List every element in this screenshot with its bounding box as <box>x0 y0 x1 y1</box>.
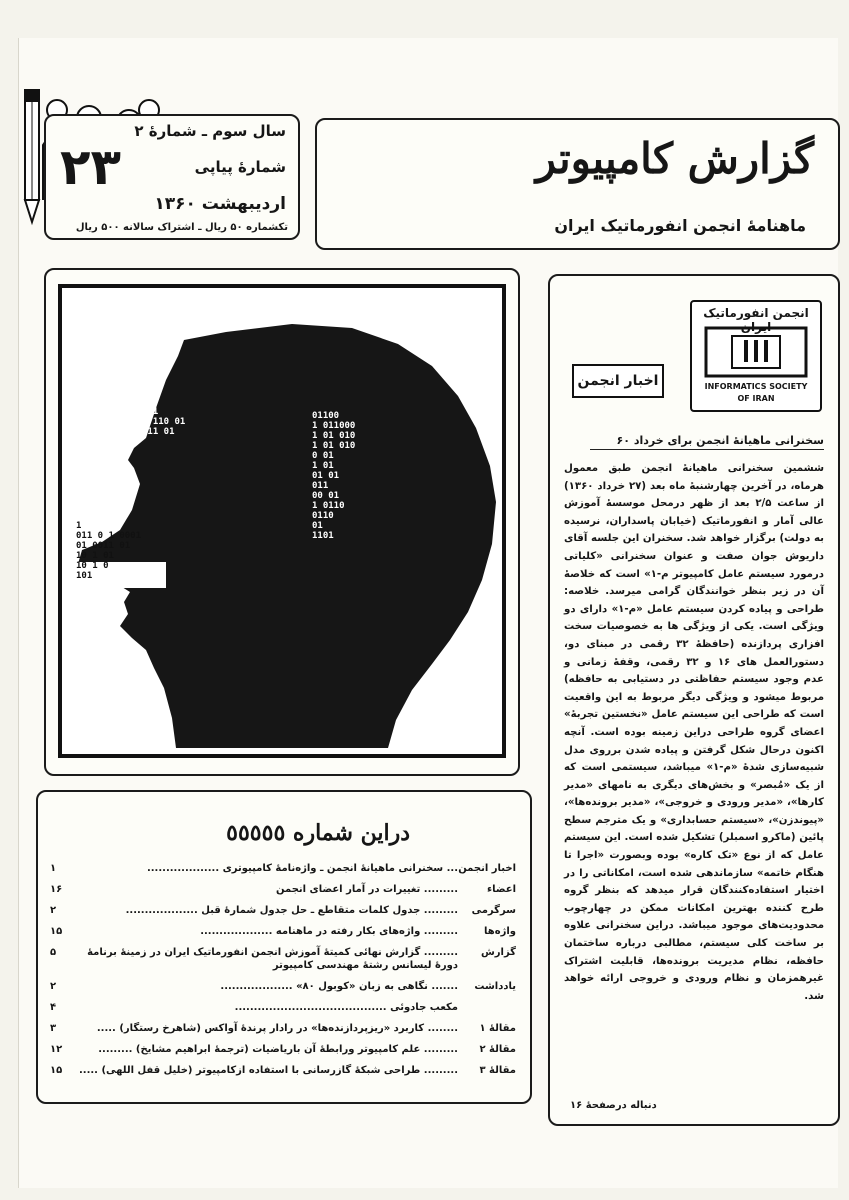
binary-digits-line: 1 0110 <box>312 501 345 511</box>
contents-item-title: ......... علم کامپیوتر ورابطهٔ آن باریاضیات (ترجمهٔ ابراهیم مشایخ) ......... <box>98 1044 458 1055</box>
binary-digits-line: 01 01 <box>312 471 340 481</box>
binary-digits-line: 1 110 01 <box>142 417 186 427</box>
contents-item-title: ......... واژه‌های بکار رفته در ماهنامه ................... <box>200 926 458 937</box>
lecture-headline: سخنرانی ماهیانهٔ انجمن برای خرداد ۶۰ <box>590 434 824 450</box>
cover-illustration-frame <box>58 284 506 758</box>
contents-item-page: ۲ <box>50 905 57 916</box>
binary-digits-line: 0 01 <box>312 451 334 461</box>
contents-item <box>50 883 516 896</box>
contents-item-section: مقالهٔ ۲ <box>479 1044 516 1055</box>
contents-item-title: ......... تغییرات در آمار اعضای انجمن <box>275 884 458 895</box>
contents-list <box>50 862 516 1085</box>
binary-digits-line: 111 01 <box>142 427 175 437</box>
issue-serial-number: ۲۳ <box>60 138 122 196</box>
binary-digits-line: 001 <box>142 407 159 417</box>
contents-item-section: گزارش <box>480 947 516 958</box>
society-news-column <box>548 274 840 1126</box>
contents-item-page: ۱ <box>50 863 57 874</box>
contents-item-section: سرگرمی <box>471 905 516 916</box>
binary-head-silhouette <box>62 288 502 754</box>
contents-item-title: ....... نگاهی به زبان «کوبول ۸۰» ................... <box>220 981 458 992</box>
masthead <box>315 118 840 250</box>
contents-item-page: ۱۶ <box>50 884 63 895</box>
binary-digits-line: 0110 <box>312 511 334 521</box>
binary-digits-line: 01100 <box>312 411 340 421</box>
contents-item-section: یادداشت <box>474 981 516 992</box>
society-logo <box>690 300 822 412</box>
society-logo-name-en: INFORMATICS SOCIETY <box>704 382 808 391</box>
binary-digits-line: 00 01 <box>312 491 340 501</box>
contents-item <box>50 925 516 938</box>
continued-note: دنباله درصفحهٔ ۱۶ <box>570 1100 657 1111</box>
binary-digits-line: 1 01 010 <box>312 431 356 441</box>
issue-date: اردیبهشت ۱۳۶۰ <box>154 194 286 214</box>
contents-item-page: ۵ <box>50 947 57 958</box>
binary-digits-line: 1101 <box>312 531 334 541</box>
contents-item-title: ... سخنرانی ماهیانهٔ انجمن ـ واژه‌نامهٔ کامپیوتری ................... <box>146 863 458 874</box>
contents-item-section: واژه‌ها <box>484 926 516 937</box>
contents-item-title: ......... گزارش نهائی کمیتهٔ آموزش انجمن انفورماتیک ایران در زمینهٔ برنامهٔ دورهٔ لیسانس رشتهٔ مهندسی کامپیوتر <box>87 947 458 971</box>
binary-digits-line: 011 <box>312 481 329 491</box>
contents-item <box>50 1043 516 1056</box>
binary-digits-line: 10 1 0 <box>76 561 109 571</box>
contents-item-page: ۱۵ <box>50 926 63 937</box>
contents-item-page: ۱۲ <box>50 1044 63 1055</box>
contents-item <box>50 946 516 972</box>
contents-item-section: مقالهٔ ۳ <box>479 1065 516 1076</box>
issue-serial-label: شمارهٔ پیاپی <box>194 158 286 176</box>
binary-digits-line: 101 <box>76 571 93 581</box>
contents-item <box>50 1064 516 1077</box>
contents-item-page: ۲ <box>50 981 57 992</box>
society-logo-name-fa: انجمن انفورماتیک ایران <box>703 306 809 334</box>
binary-digits-line: 1 011000 <box>312 421 356 431</box>
contents-item <box>50 1001 516 1014</box>
contents-item-title: ........ کاربرد «ریزپردازنده‌ها» در رادار پرندهٔ آواکس (شاهرخ رستگار) ..... <box>96 1023 458 1034</box>
contents-item-title: ......... طراحی شبکهٔ گازرسانی با استفاده ازکامپیوتر (خلیل قفل اللهی) ..... <box>78 1065 458 1076</box>
news-article-body: ششمین سخنرانی ماهیانهٔ انجمن طبق معمول هرماه، در آخرین چهارشنبهٔ ماه بعد (۲۷ خرداد ۱۳۶۰) از ساعت ۲/۵ بعد از ظهر درمحل موسسهٔ آموزش عالی آمار و انفورماتیک (خیابان پاسداران، نرسیده به دولت) برگزار خواهد شد. سخنران این جلسه آقای داریوش جوان صفت و عنوان سخنرانی «کلیاتی درمورد سیستم عامل کامپیوتر م-۱» است که خلاصهٔ آن در زیر بنظر خوانندگان گرامی میرسد. خلاصه: طراحی و پیاده کردن سیستم عامل «م-۱» دارای دو ویژگی است. یکی از ویژگی ها به خصوصیات سخت افزاری پردازنده (حافظهٔ ۳۲ رقمی در مبنای دو، دستورالعمل های ۱۶ و ۳۲ رقمی، وقفهٔ زمانی و عدم وجود سیستم حفاظتی در دستیابی به حافظه) مربوط میشود و ویژگی دیگر مربوط به این واقعیت است که طراحی این سیستم عامل «نخستین تجربهٔ» اعضای گروه طراحی دراین زمینه بوده است. آنچه اکنون درحال شکل گرفتن و پیاده شدن برروی مدل شبیه‌سازی شدهٔ «م-۱» میباشد، سیستمی است که از یک «مُبصر» و بخش‌های دیگری به نامهای «مدیر کارها»، «مدیر ورودی و خروجی»، «مدیر برونده‌ها»، «پیوندزن»، «سیستم حسابداری» و یک مترجم سطح پائین (ماکرو اسمبلر) تشکیل شده است. این سیستم عامل که از نوع «تک کاره» بوده وبصورت «اجرا تا هنگام خاتمه» سازماندهی شده است، امکاناتی را در اختیار استفاده‌کنندگان قرار میدهد که بنظر گروه طرح کننده بهترین امکانات ممکن در چهارچوب محدودیت‌های موجود میباشد. دراین سخنرانی علاوه بر ساخت کلی سیستم، مطالبی درباره ساختمان حافظه، نظام مدیریت برونده‌ها، قابلیت اشتراک غیرهمزمان و نظام ورودی و خروجی ارائه خواهد شد. <box>564 463 825 1002</box>
issue-year-line: سال سوم ـ شمارهٔ ۲ <box>134 122 286 140</box>
contents-item <box>50 904 516 917</box>
binary-digits-line: 011 0 1 0001 <box>76 531 142 541</box>
contents-heading: دراین شماره ٥٥٥٥٥ <box>226 820 410 846</box>
news-section-label: اخبار انجمن <box>572 364 664 398</box>
binary-digits-line: 01 <box>312 521 323 531</box>
contents-item-section: اعضاء <box>487 884 516 895</box>
binary-digits-line: 01 0011 01 <box>76 541 131 551</box>
table-of-contents <box>36 790 532 1104</box>
binary-digits-line: 1 01 010 <box>312 441 356 451</box>
masthead-subtitle: ماهنامهٔ انجمن انفورماتیک ایران <box>554 216 806 235</box>
masthead-title: گزارش کامپیوتر <box>535 134 814 183</box>
issue-price: تکشماره ۵۰ ریال ـ اشتراک سالانه ۵۰۰ ریال <box>75 222 288 233</box>
contents-item-section: مقالهٔ ۱ <box>479 1023 516 1034</box>
binary-digits-line: 10 1 01 <box>76 551 114 561</box>
society-logo-name-en-2: OF IRAN <box>737 394 775 403</box>
contents-item-section: اخبار انجمن <box>458 863 516 874</box>
society-logo-mark <box>692 322 820 382</box>
contents-item-page: ۱۵ <box>50 1065 63 1076</box>
binary-digits-line: 1 <box>76 521 82 531</box>
cover-illustration-box <box>44 268 520 776</box>
contents-item <box>50 980 516 993</box>
contents-item <box>50 862 516 875</box>
contents-item-page: ۳ <box>50 1023 57 1034</box>
contents-item-title: مکعب جادوئی ........................................ <box>234 1002 458 1013</box>
contents-item-page: ۴ <box>50 1002 57 1013</box>
contents-item-title: ......... جدول کلمات متقاطع ـ حل جدول شمارهٔ قبل ................... <box>125 905 458 916</box>
contents-item <box>50 1022 516 1035</box>
issue-info-box <box>44 114 300 240</box>
binary-digits-line: 1 01 <box>312 461 334 471</box>
